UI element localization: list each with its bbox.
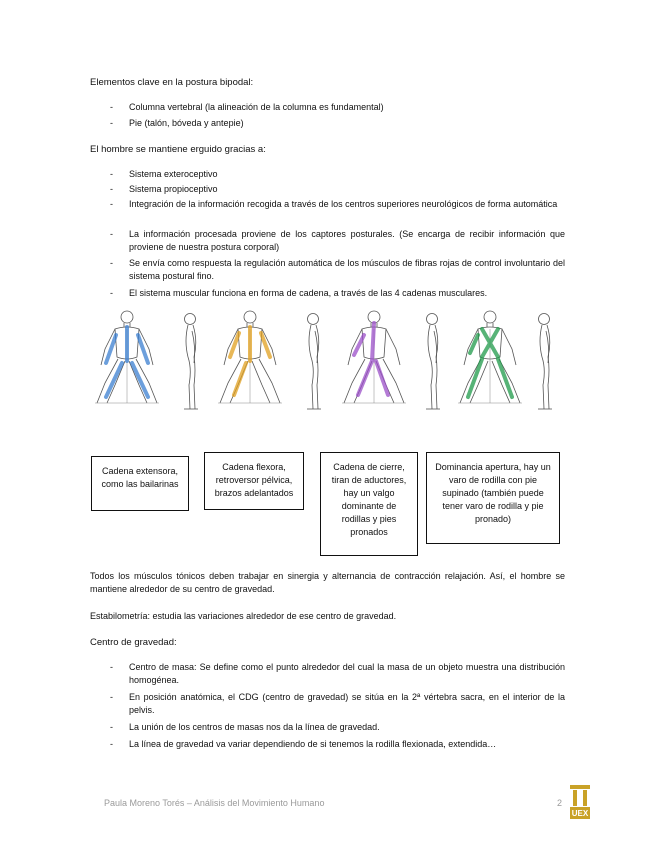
list-item: - La información procesada proviene de los captores posturales. (Se encarga de recibir información que proviene de nuestra postura corporal) — [110, 229, 565, 252]
list-item: - La unión de los centros de masas nos da la línea de gravedad. — [110, 722, 380, 732]
page-number: 2 — [557, 798, 563, 808]
footer-author: Paula Moreno Torés – Análisis del Movimiento Humano — [104, 798, 325, 808]
list-item: - El sistema muscular funciona en forma de cadena, a través de las 4 cadenas musculares. — [110, 288, 488, 298]
chain-cierre — [354, 323, 388, 395]
list-item: - En posición anatómica, el CDG (centro de gravedad) se sitúa en la 2ª vértebra sacra, en el interior de la pelvis. — [110, 692, 565, 715]
list-item: - Centro de masa: Se define como el punto alrededor del cual la masa de un objeto muestra una distribución homogénea. — [110, 662, 565, 685]
box-cadena-cierre: Cadena de cierre, tiran de aductores, hay un valgo dominante de rodillas y pies pronados — [320, 452, 418, 556]
heading-erguido: El hombre se mantiene erguido gracias a: — [90, 144, 266, 155]
heading-postura-bipodal: Elementos clave en la postura bipodal: — [90, 77, 254, 88]
list-item: - Sistema propioceptivo — [110, 184, 218, 194]
para-musculos-tonicos: Todos los músculos tónicos deben trabajar en sinergia y alternancia de contracción relajación. Así, el hombre se mantiene alrededor de su centro de gravedad. — [90, 571, 565, 594]
list-item: - Sistema exteroceptivo — [110, 169, 218, 179]
list-item: - Pie (talón, bóveda y antepie) — [110, 118, 244, 128]
box-cadena-flexora: Cadena flexora, retroversor pélvica, brazos adelantados — [204, 452, 304, 510]
heading-centro-gravedad: Centro de gravedad: — [90, 637, 177, 648]
list-item: - La línea de gravedad va variar dependiendo de si tenemos la rodilla flexionada, extendida… — [110, 739, 497, 749]
muscle-chains-figure — [92, 305, 565, 415]
box-cadena-extensora: Cadena extensora, como las bailarinas — [91, 456, 189, 511]
university-logo — [568, 783, 592, 821]
svg-text:UEX: UEX — [571, 809, 589, 818]
box-dominancia-apertura: Dominancia apertura, hay un varo de rodilla con pie supinado (también puede tener varo de rodilla y pie pronado) — [426, 452, 560, 544]
list-item: - Columna vertebral (la alineación de la columna es fundamental) — [110, 102, 384, 112]
para-estabilometria: Estabilometría: estudia las variaciones alrededor de ese centro de gravedad. — [90, 611, 397, 621]
list-item: - Integración de la información recogida a través de los centros superiores neurológicos de forma automática — [110, 199, 558, 209]
list-item: - Se envía como respuesta la regulación automática de los músculos de fibras rojas de control involuntario del sistema postural fino. — [110, 258, 565, 281]
